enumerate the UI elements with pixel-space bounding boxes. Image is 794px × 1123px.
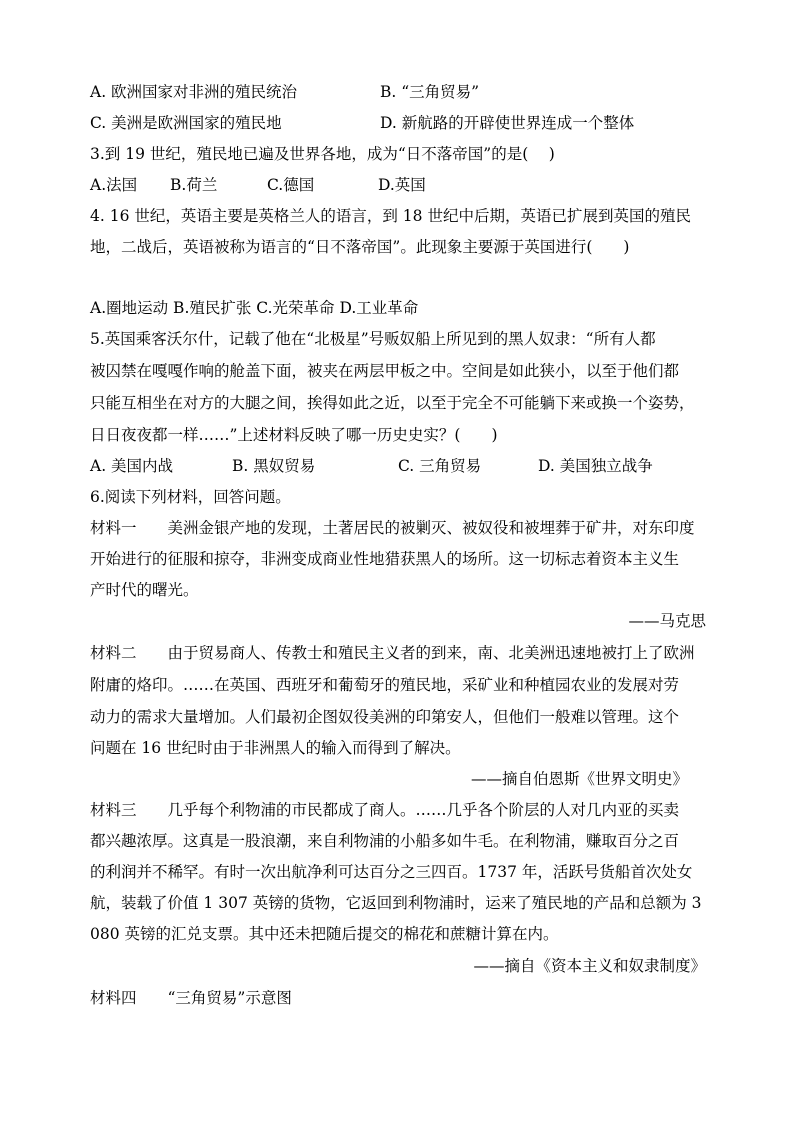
q5-line-3: 只能互相坐在对方的大腿之间，挨得如此之近，以至于完全不可能躺下来或换一个姿势， [90, 394, 695, 412]
q4-options: A.圈地运动 B.殖民扩张 C.光荣革命 D.工业革命 [90, 299, 419, 317]
material-3-line-1: 材料三 几乎每个利物浦的市民都成了商人。……几乎各个阶层的人对几内亚的买卖 [90, 801, 680, 819]
q3-option-d: D.英国 [378, 176, 426, 194]
material-1-source: ——马克思 [628, 612, 706, 630]
q5-option-a: A. 美国内战 [90, 457, 174, 475]
material-3-line-4: 航，装载了价值 1 307 英镑的货物，它返回到利物浦时，运来了殖民地的产品和总额为 3 [90, 894, 702, 912]
material-3-line-5: 080 英镑的汇兑支票。其中还未把随后提交的棉花和蔗糖计算在内。 [90, 925, 559, 943]
material-1-line-3: 产时代的曙光。 [90, 581, 199, 599]
q5-option-b: B. 黑奴贸易 [232, 457, 316, 475]
q6-stem: 6.阅读下列材料，回答问题。 [90, 488, 291, 506]
material-4-line-1: 材料四 “三角贸易”示意图 [90, 989, 292, 1007]
q5-line-1: 5.英国乘客沃尔什，记载了他在“北极星”号贩奴船上所见到的黑人奴隶：“所有人都 [90, 330, 656, 348]
q4-line-1: 4. 16 世纪，英语主要是英格兰人的语言，到 18 世纪中后期，英语已扩展到英国的殖民 [90, 207, 691, 225]
q3-stem: 3.到 19 世纪，殖民地已遍及世界各地，成为“日不落帝国”的是( ) [90, 145, 555, 163]
material-2-source: ——摘自伯恩斯《世界文明史》 [470, 770, 688, 788]
material-1-line-2: 开始进行的征服和掠夺，非洲变成商业性地猎获黑人的场所。这一切标志着资本主义生 [90, 550, 680, 568]
material-3-line-3: 的利润并不稀罕。有时一次出航净利可达百分之三四百。1737 年，活跃号货船首次处女 [90, 863, 693, 881]
q5-line-2: 被囚禁在嘎嘎作响的舱盖下面，被夹在两层甲板之中。空间是如此狭小，以至于他们都 [90, 362, 680, 380]
q2-option-a: A. 欧洲国家对非洲的殖民统治 [90, 83, 298, 101]
material-2-line-4: 问题在 16 世纪时由于非洲黑人的输入而得到了解决。 [90, 739, 461, 757]
material-3-line-2: 都兴趣浓厚。这真是一股浪潮，来自利物浦的小船多如牛毛。在利物浦，赚取百分之百 [90, 832, 680, 850]
material-3-source: ——摘自《资本主义和奴隶制度》 [473, 957, 706, 975]
q3-option-a: A.法国 [90, 176, 138, 194]
q2-option-c: C. 美洲是欧洲国家的殖民地 [90, 114, 282, 132]
q2-option-b: B. “三角贸易” [380, 83, 480, 101]
material-2-line-3: 动力的需求大量增加。人们最初企图奴役美洲的印第安人，但他们一般难以管理。这个 [90, 708, 680, 726]
q2-option-d: D. 新航路的开辟使世界连成一个整体 [380, 114, 635, 132]
q4-line-2: 地，二战后，英语被称为语言的“日不落帝国”。此现象主要源于英国进行( ) [90, 238, 630, 256]
q3-option-b: B.荷兰 [170, 176, 218, 194]
material-2-line-1: 材料二 由于贸易商人、传教士和殖民主义者的到来，南、北美洲迅速地被打上了欧洲 [90, 644, 695, 662]
q3-option-c: C.德国 [267, 176, 315, 194]
q5-option-c: C. 三角贸易 [398, 457, 482, 475]
material-1-line-1: 材料一 美洲金银产地的发现，土著居民的被剿灭、被奴役和被埋葬于矿井，对东印度 [90, 519, 695, 537]
material-2-line-2: 附庸的烙印。……在英国、西班牙和葡萄牙的殖民地，采矿业和种植园农业的发展对劳 [90, 676, 680, 694]
q5-line-4: 日日夜夜都一样……”上述材料反映了哪一历史史实？( ) [90, 426, 498, 444]
q5-option-d: D. 美国独立战争 [538, 457, 653, 475]
